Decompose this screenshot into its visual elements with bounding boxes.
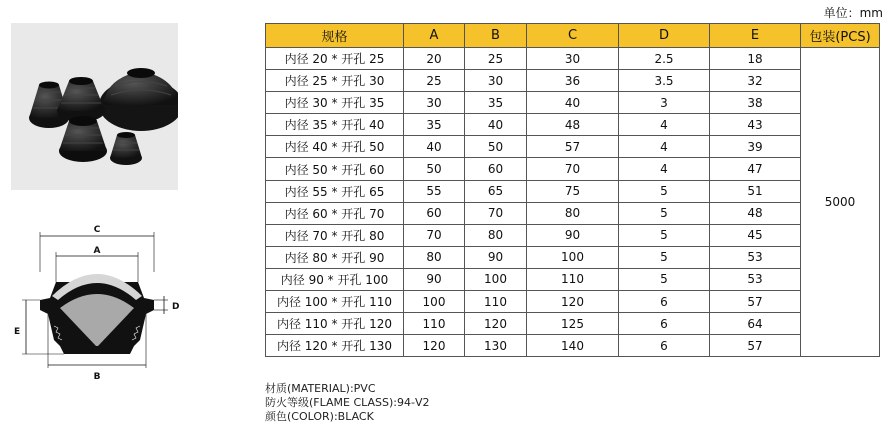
- table-row: [266, 114, 880, 136]
- dim-label-b: B: [93, 372, 101, 382]
- col-header-packing: 包装(PCS): [801, 24, 880, 48]
- spec-cell: 内径 100 * 开孔 110: [266, 291, 404, 313]
- value-cell: 130: [465, 335, 527, 357]
- spec-cell: 内径 35 * 开孔 40: [266, 114, 404, 136]
- value-cell: 36: [527, 70, 619, 92]
- unit-label: 单位：mm: [823, 6, 883, 20]
- table-row: [266, 180, 880, 202]
- spec-cell: 内径 20 * 开孔 25: [266, 48, 404, 70]
- value-cell: 110: [404, 313, 465, 335]
- spec-cell: 内径 40 * 开孔 50: [266, 136, 404, 158]
- value-cell: 90: [527, 224, 619, 246]
- spec-cell: 内径 70 * 开孔 80: [266, 224, 404, 246]
- value-cell: 6: [619, 313, 710, 335]
- value-cell: 30: [465, 70, 527, 92]
- value-cell: 5: [619, 268, 710, 290]
- col-header-c: C: [527, 24, 619, 48]
- spec-cell: 内径 120 * 开孔 130: [266, 335, 404, 357]
- dim-label-d: D: [172, 302, 180, 312]
- note-flame-class: 防火等级(FLAME CLASS):94-V2: [265, 396, 430, 409]
- value-cell: 70: [465, 202, 527, 224]
- spec-cell: 内径 80 * 开孔 90: [266, 246, 404, 268]
- packing-cell: 5000: [801, 48, 880, 357]
- note-color: 颜色(COLOR):BLACK: [265, 410, 374, 423]
- value-cell: 90: [404, 268, 465, 290]
- value-cell: 18: [710, 48, 801, 70]
- col-header-d: D: [619, 24, 710, 48]
- table-row: [266, 335, 880, 357]
- value-cell: 110: [527, 268, 619, 290]
- value-cell: 70: [404, 224, 465, 246]
- value-cell: 35: [465, 92, 527, 114]
- value-cell: 25: [404, 70, 465, 92]
- value-cell: 6: [619, 335, 710, 357]
- value-cell: 5: [619, 224, 710, 246]
- value-cell: 80: [404, 246, 465, 268]
- value-cell: 57: [710, 335, 801, 357]
- table-row: [266, 246, 880, 268]
- value-cell: 43: [710, 114, 801, 136]
- value-cell: 75: [527, 180, 619, 202]
- value-cell: 50: [404, 158, 465, 180]
- value-cell: 51: [710, 180, 801, 202]
- value-cell: 55: [404, 180, 465, 202]
- value-cell: 65: [465, 180, 527, 202]
- value-cell: 140: [527, 335, 619, 357]
- value-cell: 35: [404, 114, 465, 136]
- dim-label-e: E: [14, 327, 21, 337]
- table-row: [266, 70, 880, 92]
- col-header-spec: 规格: [266, 24, 404, 48]
- grommets-image: [11, 23, 178, 190]
- value-cell: 53: [710, 246, 801, 268]
- value-cell: 4: [619, 114, 710, 136]
- table-row: [266, 291, 880, 313]
- value-cell: 48: [710, 202, 801, 224]
- table-row: [266, 48, 880, 70]
- spec-cell: 内径 60 * 开孔 70: [266, 202, 404, 224]
- dim-label-a: A: [93, 246, 101, 256]
- value-cell: 4: [619, 136, 710, 158]
- value-cell: 57: [710, 291, 801, 313]
- table-row: [266, 224, 880, 246]
- material-notes: [265, 382, 430, 424]
- value-cell: 32: [710, 70, 801, 92]
- table-header-row: [266, 24, 880, 48]
- dim-label-c: C: [93, 225, 101, 235]
- value-cell: 40: [527, 92, 619, 114]
- table-row: [266, 136, 880, 158]
- cross-section-diagram: [14, 222, 184, 382]
- table-row: [266, 268, 880, 290]
- value-cell: 125: [527, 313, 619, 335]
- value-cell: 25: [465, 48, 527, 70]
- value-cell: 50: [465, 136, 527, 158]
- spec-cell: 内径 50 * 开孔 60: [266, 158, 404, 180]
- spec-cell: 内径 55 * 开孔 65: [266, 180, 404, 202]
- value-cell: 38: [710, 92, 801, 114]
- value-cell: 80: [527, 202, 619, 224]
- col-header-b: B: [465, 24, 527, 48]
- value-cell: 90: [465, 246, 527, 268]
- value-cell: 120: [404, 335, 465, 357]
- value-cell: 6: [619, 291, 710, 313]
- value-cell: 64: [710, 313, 801, 335]
- value-cell: 120: [527, 291, 619, 313]
- note-material: 材质(MATERIAL):PVC: [265, 382, 376, 395]
- col-header-e: E: [710, 24, 801, 48]
- value-cell: 39: [710, 136, 801, 158]
- value-cell: 47: [710, 158, 801, 180]
- value-cell: 30: [527, 48, 619, 70]
- value-cell: 5: [619, 246, 710, 268]
- value-cell: 40: [404, 136, 465, 158]
- value-cell: 100: [527, 246, 619, 268]
- value-cell: 53: [710, 268, 801, 290]
- value-cell: 3: [619, 92, 710, 114]
- value-cell: 100: [465, 268, 527, 290]
- value-cell: 40: [465, 114, 527, 136]
- table-row: [266, 158, 880, 180]
- value-cell: 57: [527, 136, 619, 158]
- value-cell: 70: [527, 158, 619, 180]
- spec-cell: 内径 25 * 开孔 30: [266, 70, 404, 92]
- spec-cell: 内径 30 * 开孔 35: [266, 92, 404, 114]
- value-cell: 4: [619, 158, 710, 180]
- value-cell: 30: [404, 92, 465, 114]
- value-cell: 60: [404, 202, 465, 224]
- product-photo: [11, 23, 178, 190]
- value-cell: 110: [465, 291, 527, 313]
- table-row: [266, 92, 880, 114]
- table-row: [266, 202, 880, 224]
- spec-cell: 内径 110 * 开孔 120: [266, 313, 404, 335]
- value-cell: 2.5: [619, 48, 710, 70]
- spec-table: [265, 23, 880, 357]
- value-cell: 5: [619, 180, 710, 202]
- value-cell: 20: [404, 48, 465, 70]
- value-cell: 5: [619, 202, 710, 224]
- value-cell: 48: [527, 114, 619, 136]
- value-cell: 100: [404, 291, 465, 313]
- value-cell: 80: [465, 224, 527, 246]
- value-cell: 120: [465, 313, 527, 335]
- value-cell: 60: [465, 158, 527, 180]
- table-row: [266, 313, 880, 335]
- col-header-a: A: [404, 24, 465, 48]
- spec-cell: 内径 90 * 开孔 100: [266, 268, 404, 290]
- value-cell: 45: [710, 224, 801, 246]
- value-cell: 3.5: [619, 70, 710, 92]
